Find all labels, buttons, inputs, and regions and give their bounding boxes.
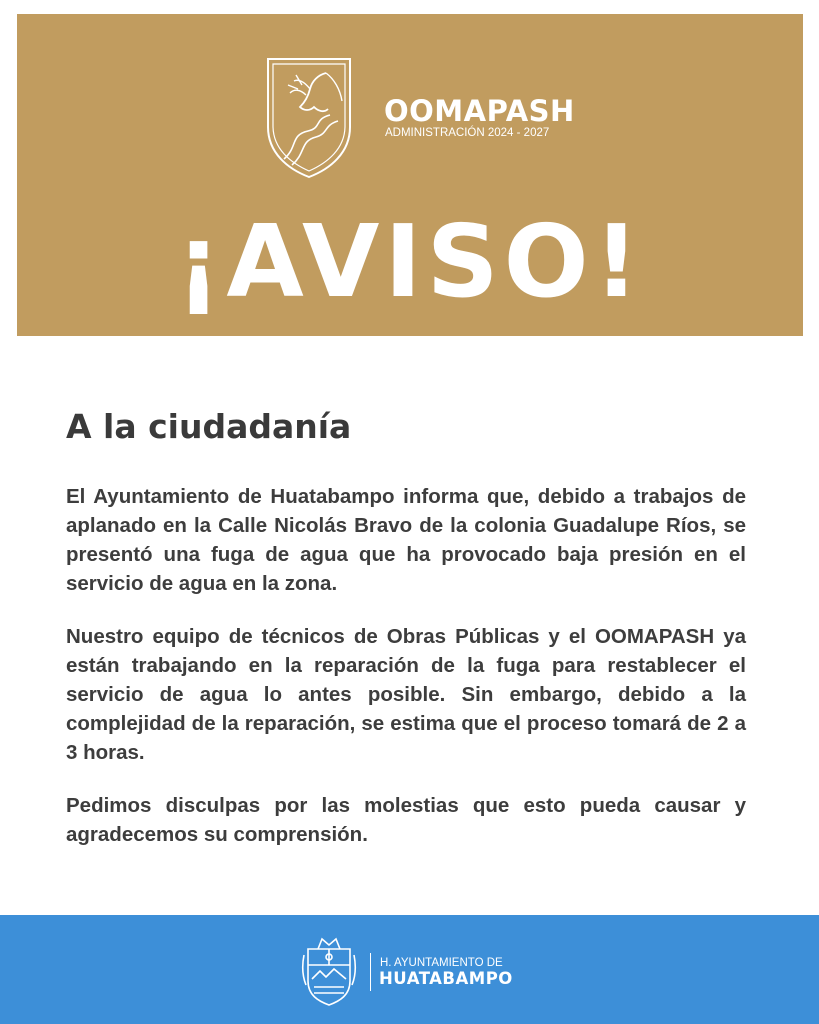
footer-band — [0, 915, 819, 1024]
notice-paragraph: El Ayuntamiento de Huatabampo informa que, debido a trabajos de aplanado en la Calle Nicolás Bravo de la colonia Guadalupe Ríos, se presentó una fuga de agua que ha provocado baja presión en el servicio de agua en la zona. — [66, 485, 746, 595]
coat-of-arms-icon — [300, 935, 358, 1007]
notice-paragraph: Pedimos disculpas por las molestias que esto pueda causar y agradecemos su comprensión. — [66, 794, 746, 846]
footer-label: H. AYUNTAMIENTO DE — [380, 957, 503, 969]
header-banner — [17, 14, 803, 336]
notice-paragraph: Nuestro equipo de técnicos de Obras Públicas y el OOMAPASH ya están trabajando en la reparación de la fuga para restablecer el servicio de agua lo antes posible. Sin embargo, debido a la complejidad de la reparación, se estima que el proceso tomará de 2 a 3 horas. — [66, 625, 746, 764]
notice-title: ¡AVISO! — [175, 203, 645, 320]
org-name: OOMAPASH — [384, 94, 575, 128]
footer-divider — [370, 953, 371, 991]
org-subtitle: ADMINISTRACIÓN 2024 - 2027 — [385, 127, 550, 139]
shield-deer-icon — [264, 55, 354, 181]
footer-name: HUATABAMPO — [379, 969, 513, 988]
greeting-heading: A la ciudadanía — [66, 407, 352, 446]
